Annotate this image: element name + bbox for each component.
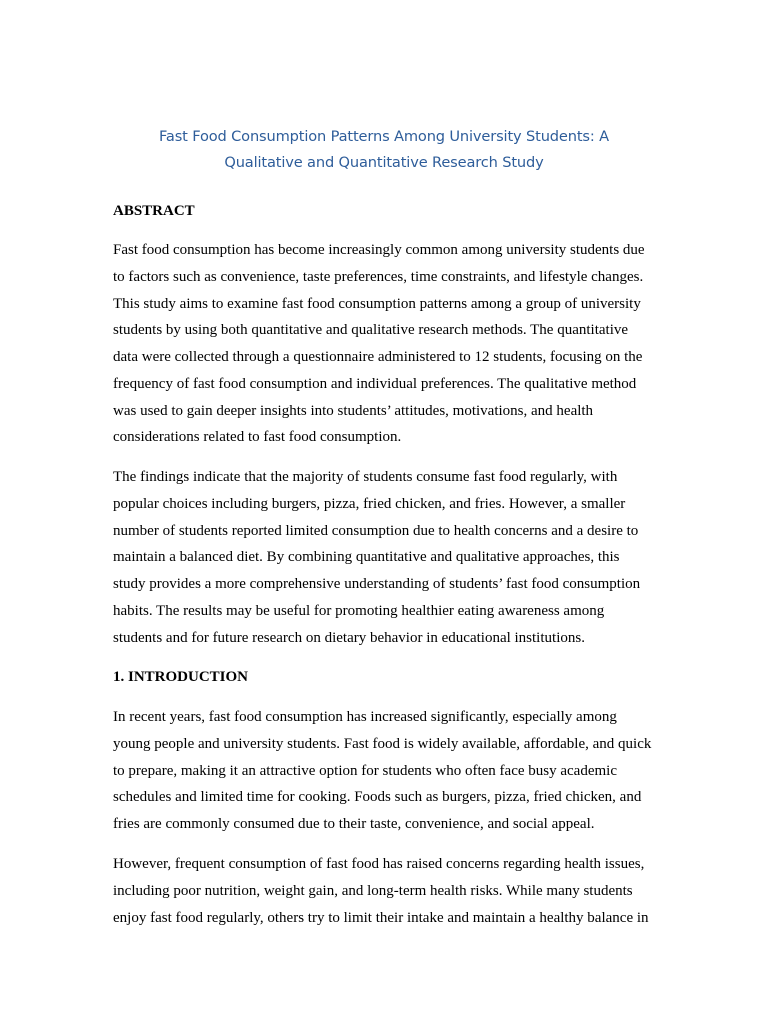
text-line: to prepare, making it an attractive option for students who often face busy academic [113, 762, 617, 779]
text-line: fries are commonly consumed due to their taste, convenience, and social appeal. [113, 816, 595, 832]
text-line: data were collected through a questionnaire administered to 12 students, focusing on the [113, 349, 643, 365]
text-line: popular choices including burgers, pizza, fried chicken, and fries. However, a smaller [113, 495, 626, 512]
text-line: was used to gain deeper insights into students’ attitudes, motivations, and health [113, 402, 594, 419]
document-title [112, 124, 656, 176]
abstract-paragraph-2 [113, 464, 673, 651]
title-line: Qualitative and Quantitative Research Study [224, 154, 544, 171]
text-line: habits. The results may be useful for promoting healthier eating awareness among [113, 602, 605, 619]
text-line: number of students reported limited consumption due to health concerns and a desire to [113, 522, 639, 539]
introduction-heading: 1. INTRODUCTION [113, 669, 249, 685]
text-line: considerations related to fast food consumption. [113, 429, 402, 446]
text-line: schedules and limited time for cooking. Foods such as burgers, pizza, fried chicken, and [113, 789, 642, 806]
text-line: The findings indicate that the majority of students consume fast food regularly, with [113, 469, 618, 485]
text-line: frequency of fast food consumption and individual preferences. The qualitative method [113, 375, 637, 392]
text-line: study provides a more comprehensive understanding of students’ fast food consumption [113, 576, 641, 592]
text-line: However, frequent consumption of fast food has raised concerns regarding health issues, [113, 856, 645, 872]
text-line: young people and university students. Fast food is widely available, affordable, and quick [113, 735, 652, 752]
text-line: including poor nutrition, weight gain, and long-term health risks. While many students [113, 882, 633, 899]
text-line: This study aims to examine fast food consumption patterns among a group of university [113, 295, 641, 312]
text-line: maintain a balanced diet. By combining quantitative and qualitative approaches, this [113, 549, 620, 566]
text-line: In recent years, fast food consumption has increased significantly, especially among [113, 709, 617, 725]
text-line: students by using both quantitative and qualitative research methods. The quantitative [113, 322, 629, 339]
abstract-heading: ABSTRACT [113, 203, 195, 219]
text-line: Fast food consumption has become increasingly common among university students due [113, 242, 645, 258]
introduction-paragraph-1 [113, 704, 673, 838]
text-line: to factors such as convenience, taste preferences, time constraints, and lifestyle changes. [113, 268, 644, 285]
abstract-paragraph-1 [113, 237, 673, 451]
text-line: students and for future research on dietary behavior in educational institutions. [113, 629, 585, 646]
text-line: enjoy fast food regularly, others try to limit their intake and maintain a healthy balance in [113, 909, 649, 926]
introduction-paragraph-2 [113, 851, 673, 931]
title-line: Fast Food Consumption Patterns Among University Students: A [159, 128, 609, 145]
